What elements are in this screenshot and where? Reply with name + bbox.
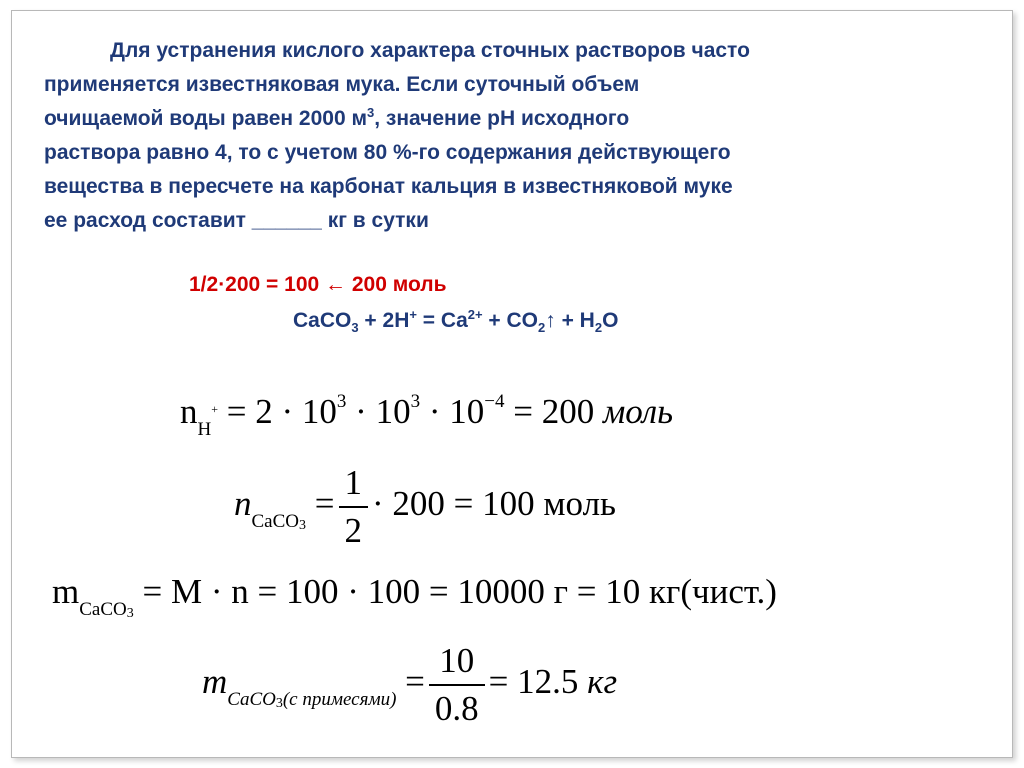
reaction-sub2b: 2 xyxy=(594,320,603,335)
eq3-m: m xyxy=(52,572,80,611)
problem-line-4: раствора равно 4, то с учетом 80 %-го содержания действующего xyxy=(44,141,731,164)
reaction-o: O xyxy=(602,309,619,332)
problem-statement xyxy=(44,34,994,238)
eq2-sub3: 3 xyxy=(299,518,306,534)
equation-m-caco3-impure xyxy=(202,640,617,730)
eq1-expr-c: · 10 xyxy=(420,392,485,431)
eq1-sub: H xyxy=(197,419,212,440)
reaction-sub2: 2 xyxy=(538,320,546,335)
reaction-caco: CaCO xyxy=(293,309,352,332)
reaction-h-charge: + xyxy=(409,307,417,322)
eq2-n: n xyxy=(234,484,252,524)
eq2-fraction xyxy=(339,462,369,552)
problem-line-1: Для устранения кислого характера сточных растворов часто xyxy=(110,39,750,62)
equation-n-caco3 xyxy=(234,462,616,552)
eq4-numerator: 10 xyxy=(429,640,485,686)
eq3-sub: CaCO xyxy=(79,599,127,620)
eq1-subsup: + xyxy=(211,402,219,416)
reaction-sub3: 3 xyxy=(351,320,359,335)
reaction-arrow-h: ↑ + H xyxy=(545,309,595,332)
eq1-exp-a: 3 xyxy=(336,391,347,412)
eq1-unit: моль xyxy=(602,392,674,431)
equation-n-h xyxy=(180,391,674,440)
reaction-ca-charge: 2+ xyxy=(467,307,483,322)
solution-ratio: 1/2·200 = 100 ← 200 моль xyxy=(189,273,447,296)
eq3-sub3: 3 xyxy=(126,606,134,621)
eq4-m: m xyxy=(202,662,228,702)
problem-line-5: вещества в пересчете на карбонат кальция в известняковой муке xyxy=(44,175,733,198)
reaction-equation xyxy=(293,309,618,333)
problem-line-3-sup: 3 xyxy=(367,105,375,120)
eq1-exp-c: −4 xyxy=(484,391,505,412)
problem-line-2: применяется известняковая мука. Если суточный объем xyxy=(44,73,640,96)
equation-m-caco3 xyxy=(52,572,777,621)
eq4-unit: кг xyxy=(587,662,618,702)
eq4-rest: = 12.5 xyxy=(488,662,579,702)
reaction-eq-ca: = Ca xyxy=(416,309,468,332)
eq1-expr-a: = 2 · 10 xyxy=(226,392,337,431)
eq2-rest: · 200 = 100 моль xyxy=(372,484,617,524)
problem-line-3 xyxy=(44,102,994,136)
problem-line-3-text: очищаемой воды равен 2000 м xyxy=(44,107,367,130)
eq2-numerator: 1 xyxy=(339,462,369,508)
eq1-expr-d: = 200 xyxy=(504,392,595,431)
eq4-eq: = xyxy=(405,662,425,702)
reaction-plus-2h: + 2H xyxy=(358,309,410,332)
eq1-exp-b: 3 xyxy=(410,391,421,412)
reaction-plus-co: + CO xyxy=(482,309,539,332)
eq4-sub3: 3 xyxy=(275,696,283,712)
eq2-eq: = xyxy=(314,484,335,524)
eq2-sub: CaCO xyxy=(251,511,299,533)
eq4-fraction xyxy=(429,640,485,730)
eq1-n: n xyxy=(180,392,198,431)
eq2-denominator: 2 xyxy=(344,511,362,550)
eq3-rest: = M · n = 100 · 100 = 10000 г = 10 кг(чист.) xyxy=(133,572,777,611)
problem-line-3-rest: , значение pH исходного xyxy=(374,107,630,130)
eq4-denominator: 0.8 xyxy=(434,689,479,728)
eq4-sub: CaCO xyxy=(227,689,276,711)
eq4-paren: (с примесями) xyxy=(282,689,397,711)
eq1-expr-b: · 10 xyxy=(346,392,411,431)
problem-line-6: ее расход составит ______ кг в сутки xyxy=(44,209,429,232)
